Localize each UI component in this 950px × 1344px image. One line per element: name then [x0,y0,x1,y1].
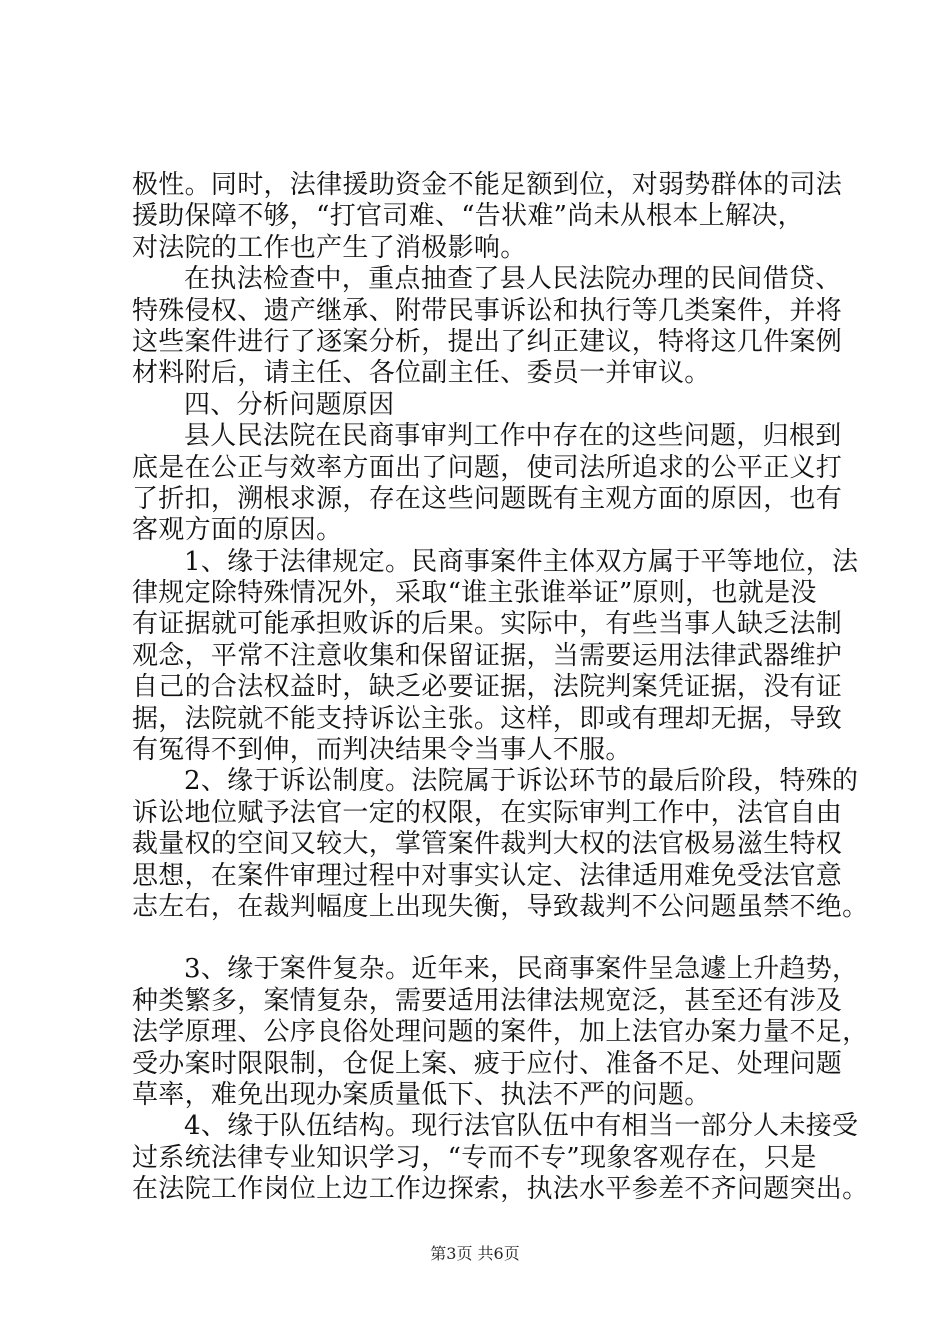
text-line: 客观方面的原因。 [132,515,343,546]
text-line: 对法院的工作也产生了消极影响。 [132,232,527,263]
text-line: 法学原理、公序良俗处理问题的案件，加上法官办案力量不足， [132,1017,869,1048]
text-line: 1、缘于法律规定。民商事案件主体双方属于平等地位，法 [184,546,859,577]
text-line: 草率，难免出现办案质量低下、执法不严的问题。 [132,1079,711,1110]
text-line: 了折扣，溯根求源，存在这些问题既有主观方面的原因，也有 [132,483,843,514]
text-line: 种类繁多，案情复杂，需要适用法律法规宽泛，甚至还有涉及 [132,985,843,1016]
text-line: 自己的合法权益时，缺乏必要证据，法院判案凭证据，没有证 [132,672,843,703]
text-line: 在执法检查中，重点抽查了县人民法院办理的民间借贷、 [184,264,842,295]
text-line: 裁量权的空间又较大，掌管案件裁判大权的法官极易滋生特权 [132,829,843,860]
text-line: 材料附后，请主任、各位副主任、委员一并审议。 [132,358,711,389]
text-line: 有证据就可能承担败诉的后果。实际中，有些当事人缺乏法制 [132,609,843,640]
text-line: 四、分析问题原因 [184,389,395,420]
text-line: 县人民法院在民商事审判工作中存在的这些问题，归根到 [184,421,842,452]
text-line: 受办案时限限制，仓促上案、疲于应付、准备不足、处理问题 [132,1048,843,1079]
document-body [132,170,869,1206]
text-line: 2、缘于诉讼制度。法院属于诉讼环节的最后阶段，特殊的 [184,766,859,797]
text-line: 援助保障不够，“打官司难、“告状难”尚未从根本上解决， [132,201,804,232]
text-line: 过系统法律专业知识学习，“专而不专”现象客观存在，只是 [132,1142,817,1173]
text-line: 律规定除特殊情况外，采取“谁主张谁举证”原则，也就是没 [132,578,817,609]
text-line: 极性。同时，法律援助资金不能足额到位，对弱势群体的司法 [132,170,843,200]
text-line: 底是在公正与效率方面出了问题，使司法所追求的公平正义打 [132,452,843,483]
text-line: 志左右，在裁判幅度上出现失衡，导致裁判不公问题虽禁不绝。 [132,891,869,922]
text-line: 诉讼地位赋予法官一定的权限，在实际审判工作中，法官自由 [132,797,843,828]
text-line: 这些案件进行了逐案分析，提出了纠正建议，特将这几件案例 [132,326,843,357]
text-line: 据，法院就不能支持诉讼主张。这样，即或有理却无据，导致 [132,703,843,734]
text-line: 观念，平常不注意收集和保留证据，当需要运用法律武器维护 [132,640,843,671]
text-line: 有冤得不到伸，而判决结果令当事人不服。 [132,735,632,766]
text-line: 4、缘于队伍结构。现行法官队伍中有相当一部分人未接受 [184,1111,859,1142]
text-line: 思想，在案件审理过程中对事实认定、法律适用难免受法官意 [132,860,843,891]
text-line [132,923,852,954]
text-line: 在法院工作岗位上边工作边探索，执法水平参差不齐问题突出。 [132,1174,869,1205]
page-footer: 第3页 共6页 [430,1244,520,1263]
text-line: 3、缘于案件复杂。近年来，民商事案件呈急遽上升趋势， [184,954,859,985]
text-line: 特殊侵权、遗产继承、附带民事诉讼和执行等几类案件，并将 [132,295,843,326]
